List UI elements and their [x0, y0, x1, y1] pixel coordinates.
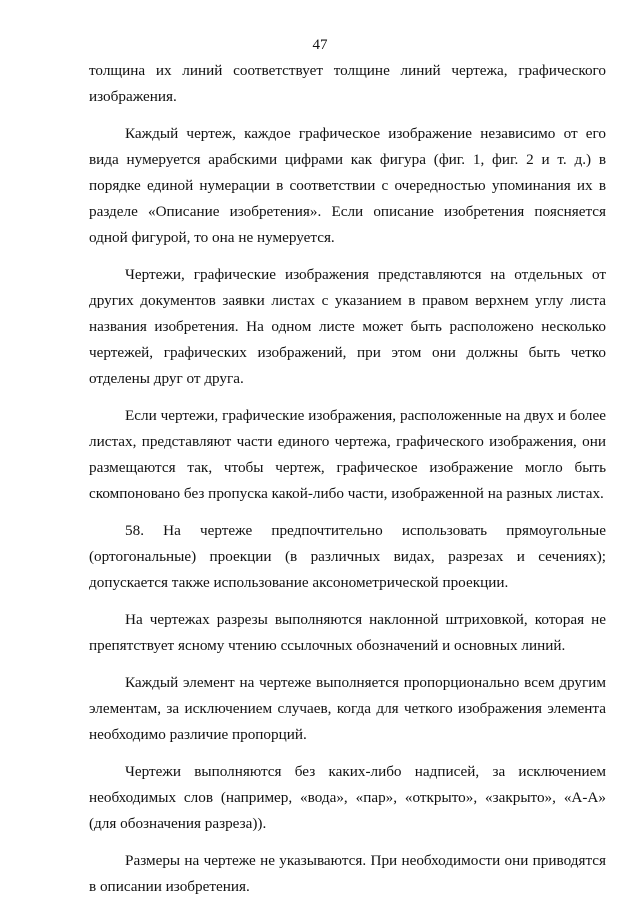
paragraph-58-projections: 58. На чертеже предпочтительно использовать прямоугольные (ортогональные) проекции (в различных видах, разрезах и сечениях); допускается также использование аксонометрической проекции.: [89, 522, 606, 591]
paragraph-continuation: толщина их линий соответствует толщине линий чертежа, графического изображения.: [89, 62, 606, 105]
page-number: 47: [312, 37, 328, 53]
paragraph-proportions: Каждый элемент на чертеже выполняется пропорционально всем другим элементам, за исключением случаев, когда для четкого изображения элемента необходимо различие пропорций.: [89, 674, 606, 743]
paragraph-figure-numbering: Каждый чертеж, каждое графическое изображение независимо от его вида нумеруется арабскими цифрами как фигура (фиг. 1, фиг. 2 и т. д.) в порядке единой нумерации в соответствии с очередностью упоминания их в разделе «Описание изобретения». Если описание изобретения поясняется одной фигурой, то она не нумеруется.: [89, 125, 606, 246]
paragraph-separate-sheets: Чертежи, графические изображения представляются на отдельных от других документов заявки листах с указанием в правом верхнем углу листа названия изобретения. На одном листе может быть расположено несколько чертежей, графических изображений, при этом они должны быть четко отделены друг от друга.: [89, 266, 606, 387]
paragraph-no-inscriptions: Чертежи выполняются без каких-либо надписей, за исключением необходимых слов (например, «вода», «пар», «открыто», «закрыто», «А-А» (для обозначения разреза)).: [89, 763, 606, 832]
paragraph-dimensions: Размеры на чертеже не указываются. При необходимости они приводятся в описании изобретения.: [89, 852, 606, 895]
paragraph-multi-sheet: Если чертежи, графические изображения, расположенные на двух и более листах, представляют части единого чертежа, графического изображения, они размещаются так, чтобы чертеж, графическое изображение могло быть скомпоновано без пропуска какой-либо части, изображенной на разных листах.: [89, 407, 606, 502]
paragraph-hatching: На чертежах разрезы выполняются наклонной штриховкой, которая не препятствует ясному чтению ссылочных обозначений и основных линий.: [89, 611, 606, 654]
document-body: [89, 58, 606, 911]
